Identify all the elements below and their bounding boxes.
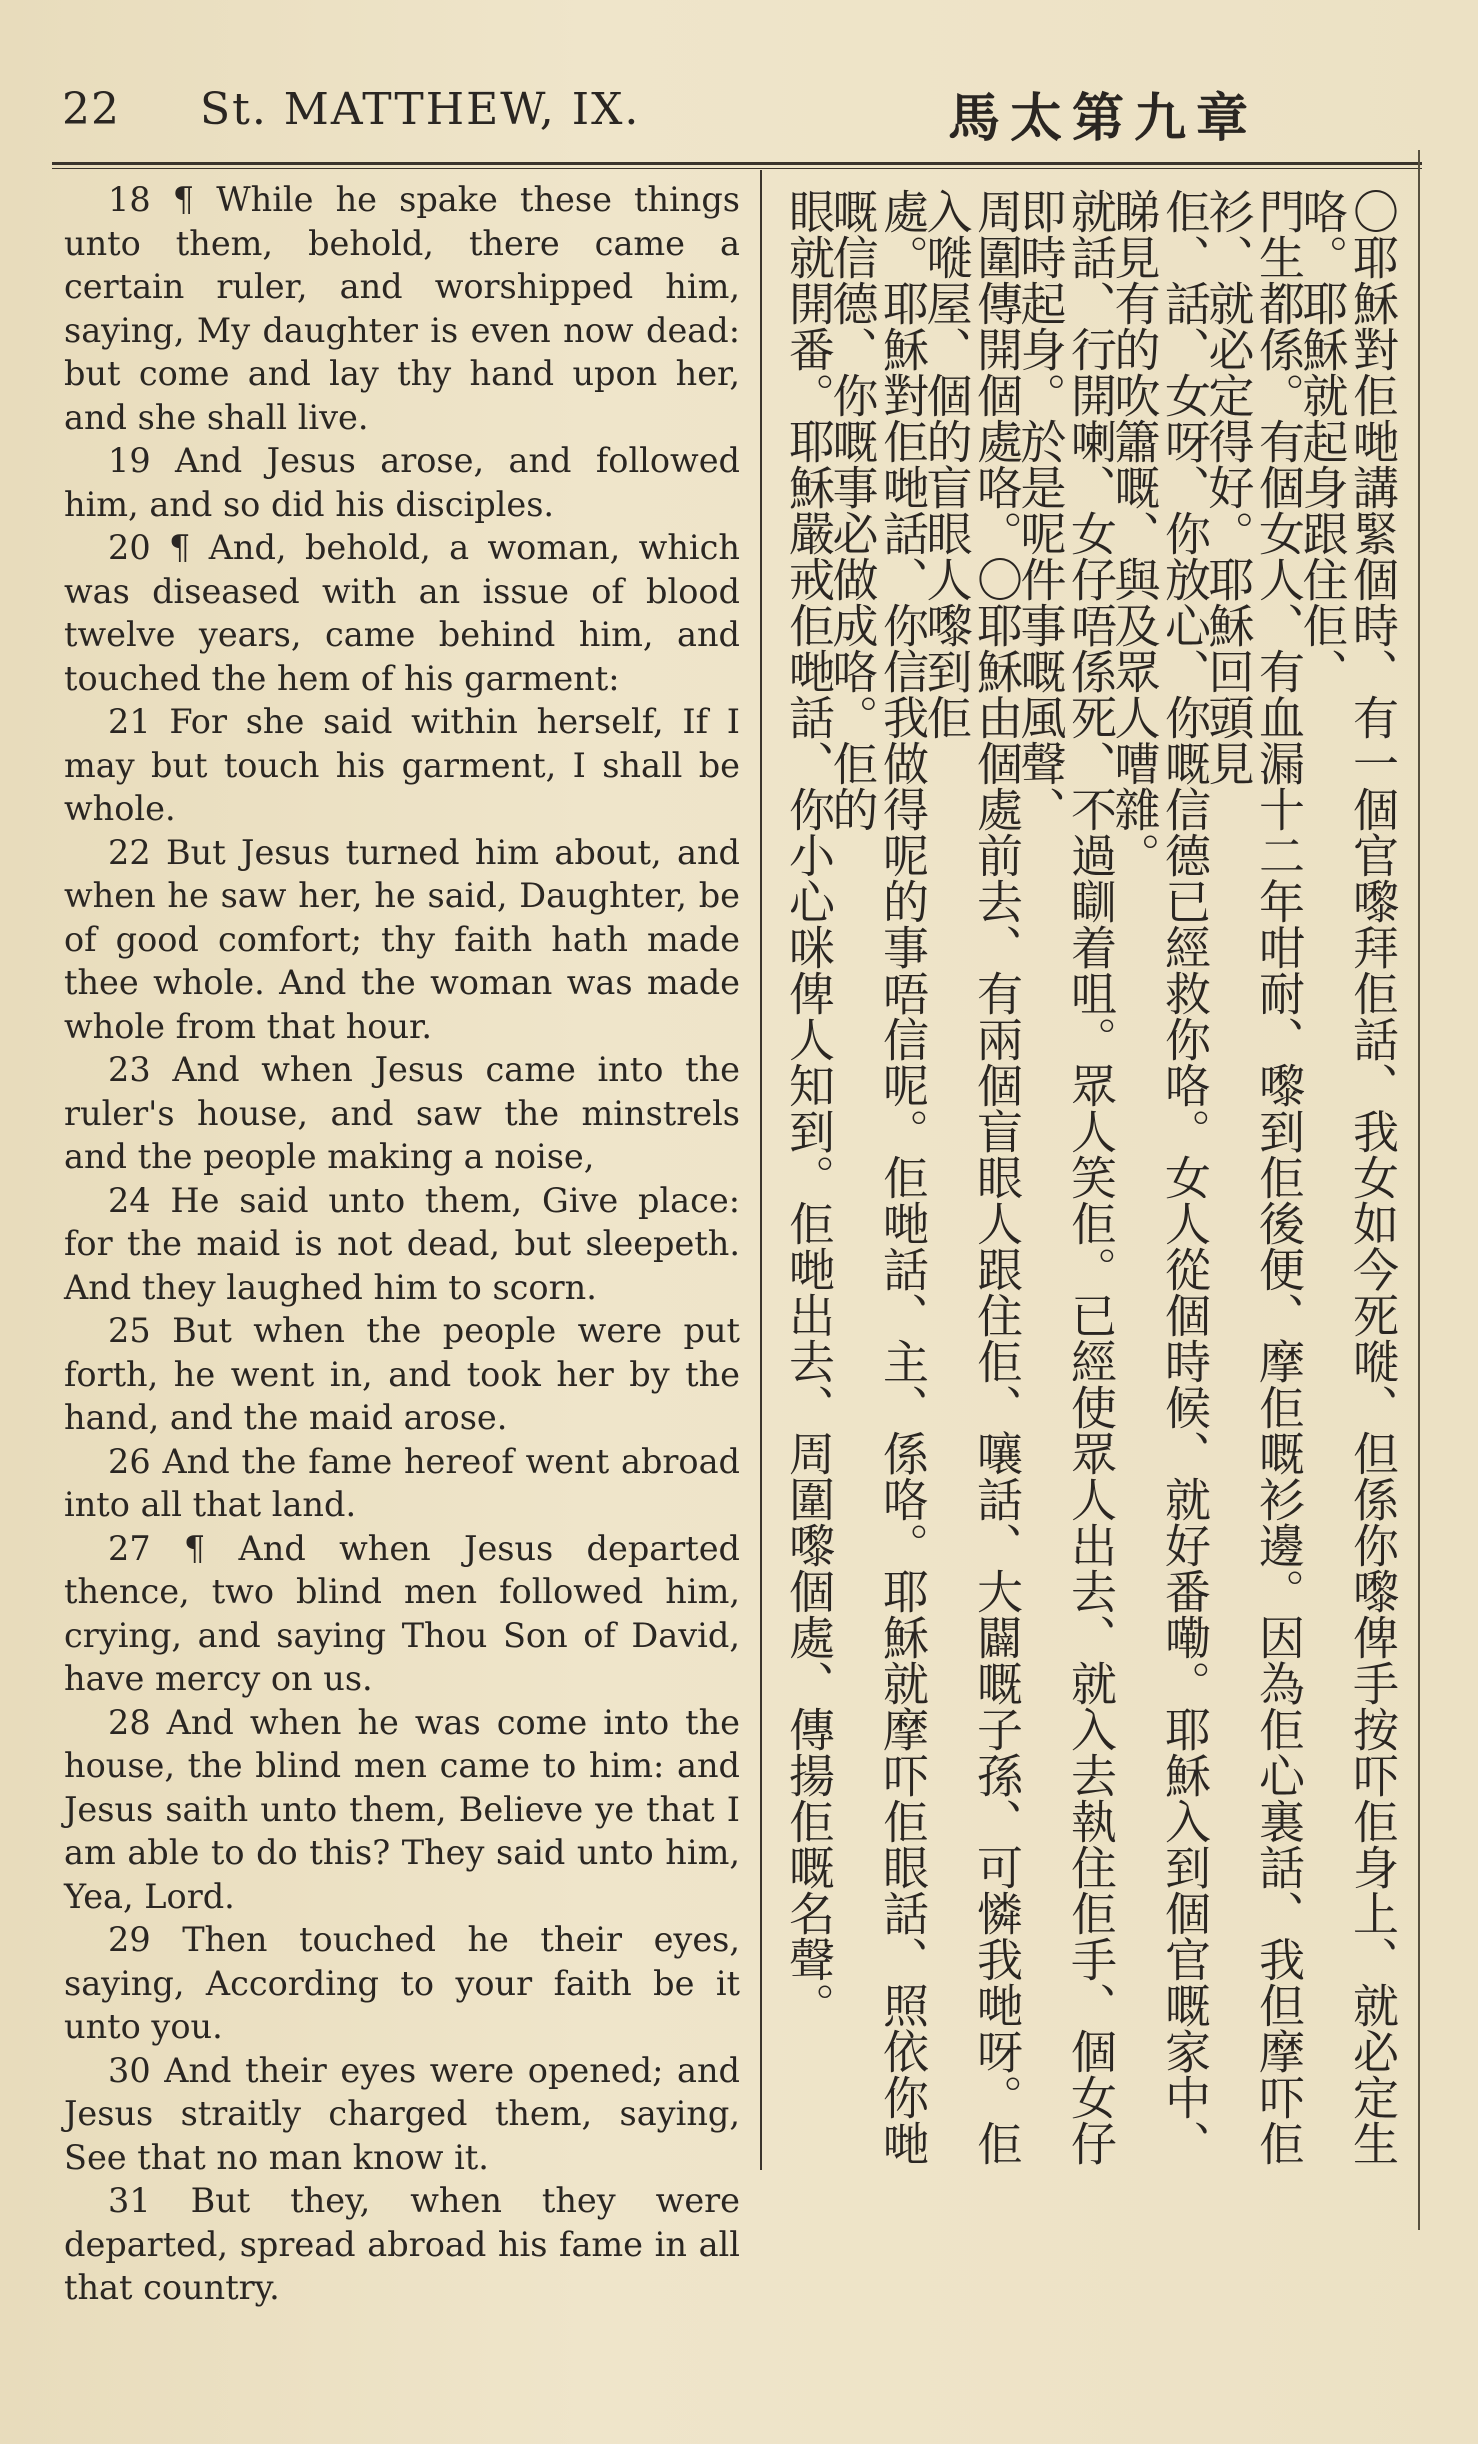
chinese-line-2: 門生都係。有個女人、有血漏十二年咁耐、嚟到佢後便、摩佢嘅衫邊。因為佢心裏話、我但摩吓佢衫、就必定得好。耶穌回頭見 [1201,188,1306,2166]
verse-21: 21 For she said within herself, If I may but touch his garment, I shall be whole. [64,702,740,828]
verse-30: 30 And their eyes were opened; and Jesus straitly charged them, saying, See that no man know it. [64,2050,740,2177]
chinese-line-4: 就話、行開喇、女仔唔係死、不過瞓着咀。眾人笑佢。已經使眾人出去、就入去執住佢手、個女仔即時起身。於是呢件事嘅風聲、 [1013,188,1118,2166]
verse-27: 27 ¶ And when Jesus departed thence, two blind men followed him, crying, and saying Thou Son of David, have mercy on us. [64,1528,740,1698]
header-rule-thin [52,168,1422,169]
chinese-running-title: 馬太第九章 [948,88,1259,149]
right-margin-rule [1418,150,1420,2230]
page-number: 22 [62,84,120,135]
verse-31: 31 But they, when they were departed, spread abroad his fame in all that country. [64,2181,740,2307]
verse-25: 25 But when the people were put forth, he went in, and took her by the hand, and the maid arose. [64,1311,740,1437]
chinese-line-1: 〇耶穌對佢哋講緊個時、有一個官嚟拜佢話、我女如今死嘥、但係你嚟俾手按吓佢身上、就必定生咯。耶穌就起身跟住佢、 [1295,188,1400,2166]
chinese-line-6: 處。耶穌對佢哋話、你信我做得呢的事唔信呢。佢哋話、主、係咯。耶穌就摩吓佢眼話、照依你哋嘅信德、你嘅事必做成咯。佢的 [825,188,930,2166]
verse-22: 22 But Jesus turned him about, and when he saw her, he said, Daughter, be of good comfort; thy faith hath made thee whole. And the woman was made whole from that hour. [64,832,740,1046]
verse-23: 23 And when Jesus came into the ruler's house, and saw the minstrels and the people making a noise, [64,1050,740,1176]
chinese-line-5: 周圍傳開個處咯。〇耶穌由個處前去、有兩個盲眼人跟住佢、嚷話、大闢嘅子孫、可憐我哋呀。佢入嘥屋、個的盲眼人嚟到佢 [919,188,1024,2166]
verse-28: 28 And when he was come into the house, the blind men came to him: and Jesus saith unto them, Believe ye that I am able to do this? They said unto him, Yea, Lord. [64,1702,740,1916]
column-divider [760,170,762,2170]
english-running-title: St. MATTHEW, IX. [200,84,641,135]
verse-26: 26 And the fame hereof went abroad into all that land. [64,1441,740,1524]
chinese-line-3: 佢、話、女呀、你放心、你嘅信德已經救你咯。女人從個時候、就好番嘞。耶穌入到個官嘅家中、睇見有的吹簫嘅、與及眾人嘈雜。 [1107,188,1212,2166]
verse-20: 20 ¶ And, behold, a woman, which was diseased with an issue of blood twelve years, came behind him, and touched the hem of his garment: [64,528,740,698]
chinese-column [770,188,1410,2188]
english-column [64,178,740,2310]
verse-19: 19 And Jesus arose, and followed him, and so did his disciples. [64,441,740,524]
header-rule [52,162,1422,165]
verse-18: 18 ¶ While he spake these things unto them, behold, there came a certain ruler, and worshipped him, saying, My daughter is even now dead: but come and lay thy hand upon her, and she shall live. [64,180,740,437]
chinese-line-7: 眼就開番。耶穌嚴戒佢哋話、你小心咪俾人知到。佢哋出去、周圍嚟個處、傳揚佢嘅名聲。 [782,188,836,2028]
verse-29: 29 Then touched he their eyes, saying, According to your faith be it unto you. [64,1920,740,2046]
verse-24: 24 He said unto them, Give place: for the maid is not dead, but sleepeth. And they laughed him to scorn. [64,1180,740,1307]
